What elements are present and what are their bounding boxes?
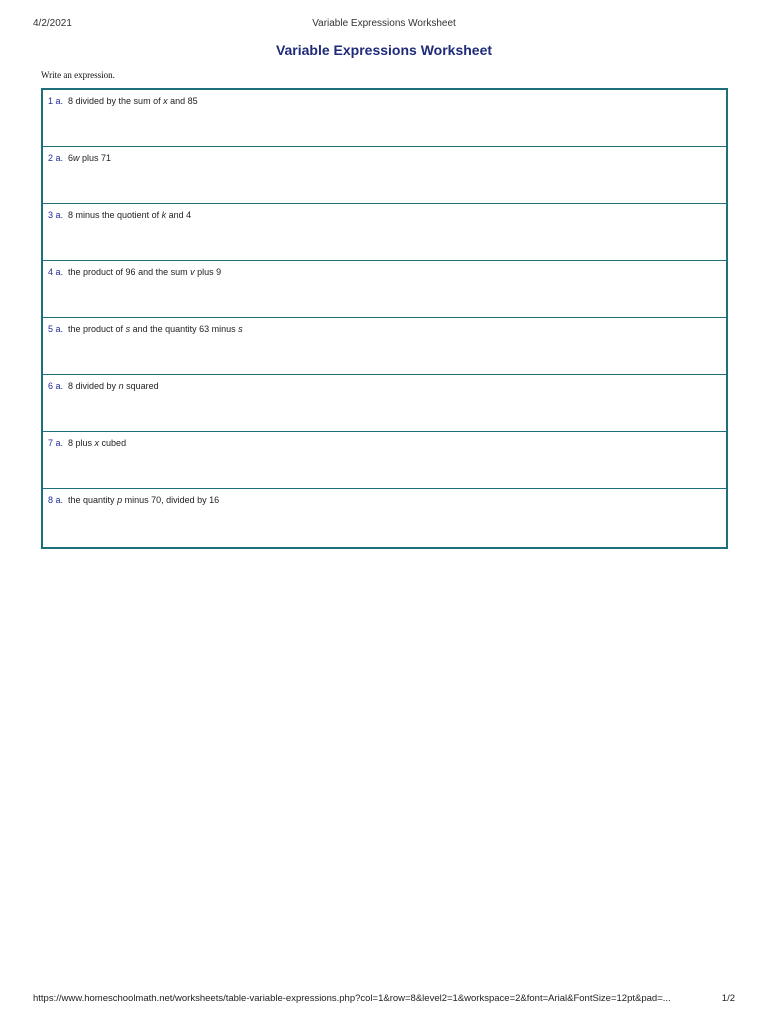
worksheet-title: Variable Expressions Worksheet (275, 42, 493, 58)
print-footer (33, 993, 735, 1007)
problem-row[interactable] (43, 204, 726, 261)
problem-table (41, 88, 728, 549)
problem-text (48, 267, 221, 277)
problem-text-part: the product of 96 and the sum (68, 267, 191, 277)
problem-text-part: 8 divided by the sum of (68, 96, 164, 106)
problem-text-part: 8 minus the quotient of (68, 210, 162, 220)
print-date: 4/2/2021 (33, 18, 72, 29)
problem-row[interactable] (43, 489, 726, 547)
variable: x (94, 438, 100, 448)
footer-url[interactable]: https://www.homeschoolmath.net/worksheets/table-variable-expressions.php?col=1&row=8&level2=1&workspace=2&font=Arial&FontSize=12pt&pad=... (33, 993, 671, 1004)
problem-row[interactable] (43, 90, 726, 147)
problem-text-part: cubed (99, 438, 127, 448)
problem-row[interactable] (43, 147, 726, 204)
problem-text-part: minus 70, divided by 16 (122, 495, 220, 505)
problem-text (48, 153, 111, 163)
variable: k (161, 210, 167, 220)
problem-text-part: the product of (68, 324, 126, 334)
footer-page-number: 1/2 (721, 993, 735, 1004)
variable: w (73, 153, 80, 163)
problem-text-part: and the quantity 63 minus (130, 324, 239, 334)
problem-number: 4 a. (48, 267, 64, 277)
problem-text-part: plus 71 (79, 153, 112, 163)
problem-number: 3 a. (48, 210, 64, 220)
problem-text (48, 96, 198, 106)
problem-row[interactable] (43, 432, 726, 489)
problem-number: 1 a. (48, 96, 64, 106)
problem-number: 7 a. (48, 438, 64, 448)
problem-text-part: 8 divided by (68, 381, 119, 391)
problem-text (48, 438, 126, 448)
problem-number: 6 a. (48, 381, 64, 391)
instructions: Write an expression. (41, 70, 115, 80)
problem-number: 8 a. (48, 495, 64, 505)
problem-text-part: 6 (68, 153, 74, 163)
variable: x (163, 96, 168, 106)
problem-text (48, 210, 191, 220)
problem-text (48, 324, 243, 334)
problem-row[interactable] (43, 261, 726, 318)
problem-text-part: and 4 (166, 210, 192, 220)
variable: s (238, 324, 243, 334)
variable: n (118, 381, 124, 391)
problem-text (48, 495, 219, 505)
problem-number: 5 a. (48, 324, 64, 334)
print-header-title: Variable Expressions Worksheet (312, 18, 456, 29)
problem-row[interactable] (43, 318, 726, 375)
problem-number: 2 a. (48, 153, 64, 163)
variable: p (117, 495, 123, 505)
problem-text-part: the quantity (68, 495, 118, 505)
problem-text (48, 381, 159, 391)
problem-text-part: plus 9 (194, 267, 222, 277)
problem-text-part: and 85 (167, 96, 198, 106)
problem-text-part: squared (123, 381, 159, 391)
problem-text-part: 8 plus (68, 438, 95, 448)
print-header (33, 18, 735, 32)
variable: s (125, 324, 131, 334)
variable: v (190, 267, 195, 277)
problem-row[interactable] (43, 375, 726, 432)
